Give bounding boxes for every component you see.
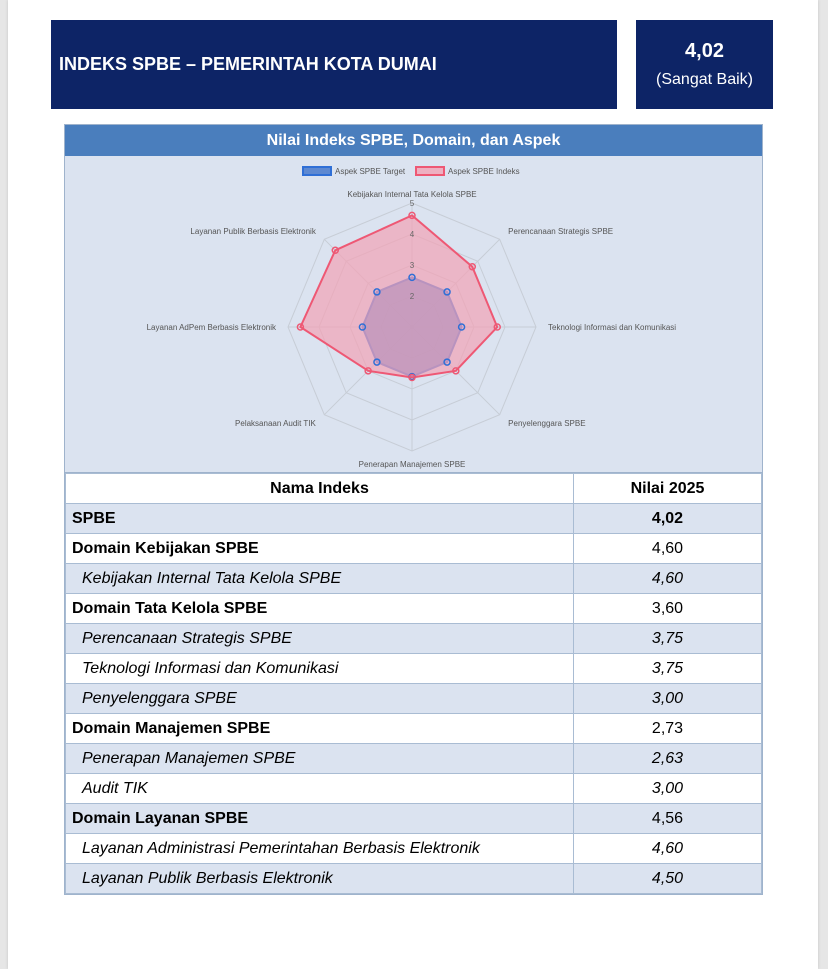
table-row xyxy=(66,684,762,714)
row-name: Layanan Administrasi Pemerintahan Berbasis Elektronik xyxy=(66,834,574,864)
row-name: Penerapan Manajemen SPBE xyxy=(66,744,574,774)
row-value: 4,50 xyxy=(574,864,762,894)
tick-label: 3 xyxy=(409,261,415,270)
row-name: Domain Manajemen SPBE xyxy=(66,714,574,744)
legend-label: Aspek SPBE Target xyxy=(335,167,406,176)
axis-label: Teknologi Informasi dan Komunikasi xyxy=(548,323,677,332)
page-title xyxy=(51,20,617,109)
tick-label: 5 xyxy=(409,199,415,208)
col-header-name: Nama Indeks xyxy=(66,474,574,504)
row-value: 4,60 xyxy=(574,834,762,864)
row-name: Domain Tata Kelola SPBE xyxy=(66,594,574,624)
row-value: 4,60 xyxy=(574,534,762,564)
row-name: Kebijakan Internal Tata Kelola SPBE xyxy=(66,564,574,594)
tick-label: 4 xyxy=(409,230,415,239)
table-row xyxy=(66,564,762,594)
row-name: Perencanaan Strategis SPBE xyxy=(66,624,574,654)
tick-label: 2 xyxy=(409,292,415,301)
axis-label: Penyelenggara SPBE xyxy=(508,419,586,429)
axis-label: Perencanaan Strategis SPBE xyxy=(508,226,614,236)
score-label: (Sangat Baik) xyxy=(656,71,753,88)
axis-label: Layanan Publik Berbasis Elektronik xyxy=(190,226,316,236)
report-page xyxy=(8,0,818,969)
axis-label: Penerapan Manajemen SPBE xyxy=(358,460,466,469)
row-name: Audit TIK xyxy=(66,774,574,804)
legend-swatch xyxy=(303,167,331,175)
row-value: 3,75 xyxy=(574,624,762,654)
row-value: 4,02 xyxy=(574,504,762,534)
row-value: 3,75 xyxy=(574,654,762,684)
score-value: 4,02 xyxy=(685,40,724,62)
row-name: Penyelenggara SPBE xyxy=(66,684,574,714)
axis-label: Layanan AdPem Berbasis Elektronik xyxy=(146,323,276,332)
table-row xyxy=(66,744,762,774)
table-row xyxy=(66,654,762,684)
radar-chart xyxy=(65,156,760,472)
index-table xyxy=(65,473,762,894)
row-value: 3,00 xyxy=(574,774,762,804)
col-header-value: Nilai 2025 xyxy=(574,474,762,504)
row-value: 2,73 xyxy=(574,714,762,744)
table-row xyxy=(66,624,762,654)
score-badge xyxy=(636,20,773,109)
row-value: 4,60 xyxy=(574,564,762,594)
panel-title-text: Nilai Indeks SPBE, Domain, dan Aspek xyxy=(266,131,561,149)
index-table-body xyxy=(66,504,762,894)
spbe-panel xyxy=(64,124,763,895)
legend-swatch xyxy=(416,167,444,175)
row-name: Teknologi Informasi dan Komunikasi xyxy=(66,654,574,684)
row-value: 3,00 xyxy=(574,684,762,714)
row-name: SPBE xyxy=(66,504,574,534)
row-value: 4,56 xyxy=(574,804,762,834)
legend-label: Aspek SPBE Indeks xyxy=(448,167,520,176)
panel-title xyxy=(65,125,762,156)
page-title-text: INDEKS SPBE – PEMERINTAH KOTA DUMAI xyxy=(59,54,437,74)
row-name: Layanan Publik Berbasis Elektronik xyxy=(66,864,574,894)
table-row xyxy=(66,864,762,894)
row-value: 2,63 xyxy=(574,744,762,774)
table-row xyxy=(66,534,762,564)
table-row xyxy=(66,504,762,534)
table-row xyxy=(66,834,762,864)
table-row xyxy=(66,594,762,624)
axis-label: Pelaksanaan Audit TIK xyxy=(235,419,316,429)
radar-chart-area xyxy=(65,156,762,473)
row-name: Domain Layanan SPBE xyxy=(66,804,574,834)
table-row xyxy=(66,804,762,834)
axis-label: Kebijakan Internal Tata Kelola SPBE xyxy=(347,190,477,199)
row-name: Domain Kebijakan SPBE xyxy=(66,534,574,564)
table-row xyxy=(66,714,762,744)
row-value: 3,60 xyxy=(574,594,762,624)
table-row xyxy=(66,774,762,804)
table-header-row xyxy=(66,474,762,504)
